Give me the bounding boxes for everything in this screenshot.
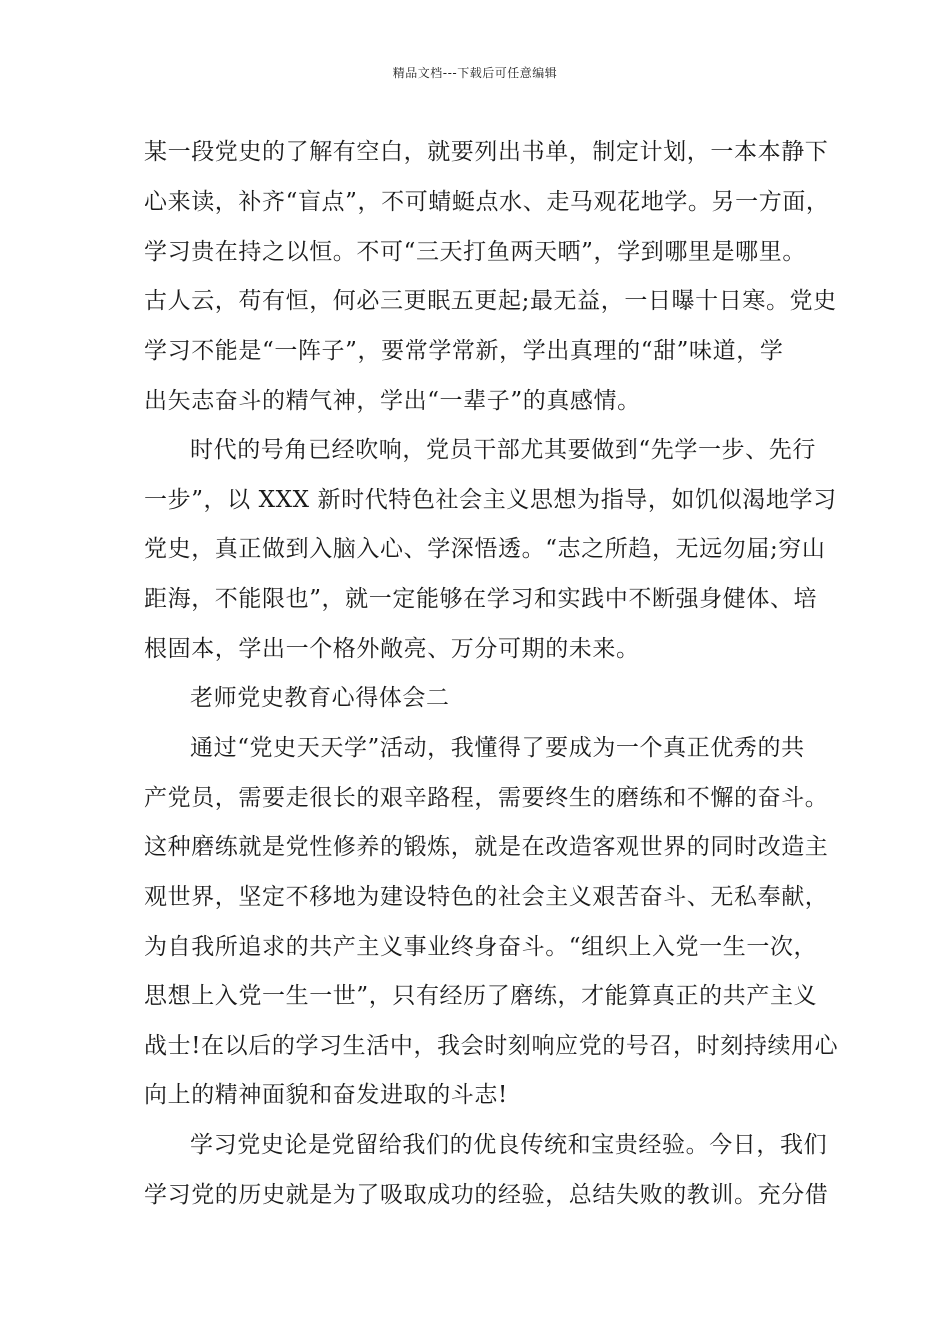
body-line: 向上的精神面貌和奋发进取的斗志!	[144, 1082, 508, 1108]
paragraph-first-line: 学习党史论是党留给我们的优良传统和宝贵经验。今日，我们	[190, 1132, 828, 1158]
body-line: 某一段党史的了解有空白，就要列出书单，制定计划，一本本静下	[144, 139, 829, 165]
body-line: 学习党的历史就是为了吸取成功的经验，总结失败的教训。充分借	[144, 1182, 829, 1208]
body-line: 思想上入党一生一世”，只有经历了磨练，才能算真正的共产主义	[144, 983, 818, 1009]
paragraph-first-line: 时代的号角已经吹响，党员干部尤其要做到“先学一步、先行	[190, 437, 816, 463]
body-line: 学习贵在持之以恒。不可“三天打鱼两天晒”，学到哪里是哪里。	[144, 239, 806, 265]
body-line: 战士!在以后的学习生活中，我会时刻响应党的号召，时刻持续用心	[144, 1033, 839, 1059]
body-line: 为自我所追求的共产主义事业终身奋斗。“组织上入党一生一次，	[144, 934, 818, 960]
page-header: 精品文档---下载后可任意编辑	[392, 66, 558, 80]
body-line: 这种磨练就是党性修养的锻炼，就是在改造客观世界的同时改造主	[144, 834, 829, 860]
body-line: 学习不能是“一阵子”，要常学常新，学出真理的“甜”味道，学	[144, 338, 784, 364]
body-line: 出矢志奋斗的精气神，学出“一辈子”的真感情。	[144, 388, 641, 414]
body-line: 心来读，补齐“盲点”，不可蜻蜓点水、走马观花地学。另一方面，	[144, 189, 830, 215]
body-line: 产党员，需要走很长的艰辛路程，需要终生的磨练和不懈的奋斗。	[144, 785, 829, 811]
paragraph-first-line: 通过“党史天天学”活动，我懂得了要成为一个真正优秀的共	[190, 735, 805, 761]
body-line: 党史，真正做到入脑入心、学深悟透。“志之所趋，无远勿届;穷山	[144, 536, 826, 562]
section-heading: 老师党史教育心得体会二	[190, 685, 450, 711]
body-line: 观世界，坚定不移地为建设特色的社会主义艰苦奋斗、无私奉献，	[144, 884, 829, 910]
body-line: 一步”，以 XXX 新时代特色社会主义思想为指导，如饥似渴地学习	[144, 487, 837, 513]
body-line: 距海，不能限也”，就一定能够在学习和实践中不断强身健体、培	[144, 586, 818, 612]
body-line: 古人云，苟有恒，何必三更眠五更起;最无益，一日曝十日寒。党史	[144, 288, 837, 314]
body-line: 根固本，学出一个格外敞亮、万分可期的未来。	[144, 636, 640, 662]
